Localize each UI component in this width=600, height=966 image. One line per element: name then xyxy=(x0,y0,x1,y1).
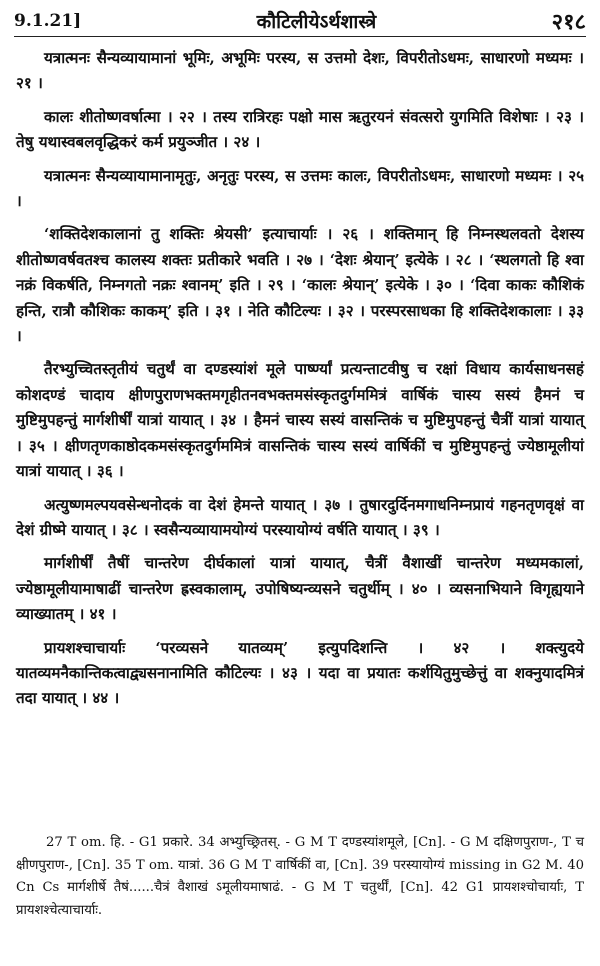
main-text xyxy=(16,46,584,720)
paragraph: मार्गशीर्षीं तैषीं चान्तरेण दीर्घकालां यात्रां यायात्, चैत्रीं वैशाखीं चान्तरेण मध्यमकालां, ज्येष्ठामूलीयामाषाढीं चान्तरेण ह्रस्वकालाम्, उपोषिष्यन्व्यसने चतुर्थीम् । ४० । व्यसनाभियाने विगृह्ययाने व्याख्यातम् । ४१ । xyxy=(16,554,584,624)
running-title: कौटिलीयेऽर्थशास्त्रे xyxy=(256,11,377,33)
paragraph: ‘शक्तिदेशकालानां तु शक्तिः श्रेयसी’ इत्याचार्याः । २६ । शक्तिमान् हि निम्नस्थलवतो देशस्य शीतोष्णवर्षवतश्च कालस्य शक्तः प्रतीकारे भवति । २७ । ‘देशः श्रेयान्’ इत्येके । २८ । ‘स्थलगतो हि श्वा नक्रं विकर्षति, निम्नगतो नक्रः श्वानम्’ इति । २९ । ‘कालः श्रेयान्’ इत्येके । ३० । ‘दिवा काकः कौशिकं हन्ति, रात्रौ कौशिकः काकम्’ इति । ३१ । नेति कौटिल्यः । ३२ । परस्परसाधका हि शक्तिदेशकालाः । ३३ । xyxy=(16,225,584,346)
paragraph: यत्रात्मनः सैन्यव्यायामानामृतुः, अनृतुः परस्य, स उत्तमः कालः, विपरीतोऽधमः, साधारणो मध्यमः । २५ । xyxy=(16,166,584,211)
page-header xyxy=(14,6,586,37)
paragraph: तैरभ्युच्चितस्तृतीयं चतुर्थं वा दण्डस्यांशं मूले पार्ष्ण्यां प्रत्यन्ताटवीषु च रक्षां विधाय कार्यसाधनसहं कोशदण्डं चादाय क्षीणपुराणभक्तमगृहीतनवभक्तमसंस्कृतदुर्गममित्रं वार्षिकं चास्य सस्यं हैमनं च मुष्टिमुपहन्तुं मार्गशीर्षीं यात्रां यायात् । ३४ । हैमनं चास्य सस्यं वासन्तिकं च मुष्टिमुपहन्तुं चैत्रीं यात्रां यायात् । ३५ । क्षीणतृणकाष्ठोदकमसंस्कृतदुर्गममित्रं वासन्तिकं चास्य सस्यं वार्षिकीं च मुष्टिमुपहन्तुं ज्येष्ठामूलीयां यात्रां यायात् । ३६ । xyxy=(16,360,584,481)
paragraph: कालः शीतोष्णवर्षात्मा । २२ । तस्य रात्रिरहः पक्षो मास ऋतुरयनं संवत्सरो युगमिति विशेषाः । २३ । तेषु यथास्वबलवृद्धिकरं कर्म प्रयुञ्जीत । २४ । xyxy=(16,107,584,152)
page-number: २१८ xyxy=(551,9,586,35)
paragraph: यत्रात्मनः सैन्यव्यायामानां भूमिः, अभूमिः परस्य, स उत्तमो देशः, विपरीतोऽधमः, साधारणो मध्यमः । २१ । xyxy=(16,49,584,93)
footnotes: 27 T om. हि. - G1 प्रकारे. 34 अभ्युच्छ्रितस्. - G M T दण्डस्यांशमूले, [Cn]. - G M दक्षिणपुराण-, T च क्षीणपुराण-, [Cn]. 35 T om. यात्रां. 36 G M T वार्षिकीं वा, [Cn]. 39 परस्यायोग्यं missing in G2 M. 40 Cn Cs मार्गशीर्षे तैषं......चैत्रं वैशाखं ऽमूलीयमाषाढं. - G M T चतुर्थीं, [Cn]. 42 G1 प्रायशश्चोचार्याः, T प्रायशश्चेत्याचार्याः. xyxy=(16,835,584,918)
section-reference: 9.1.21] xyxy=(14,11,82,31)
paragraph: प्रायशश्चाचार्याः ‘परव्यसने यातव्यम्’ इत्युपदिशन्ति । ४२ । शक्त्युदये यातव्यमनैकान्तिकत्वाद्व्यसनानामिति कौटिल्यः । ४३ । यदा वा प्रयातः कर्शयितुमुच्छेत्तुं वा शक्नुयादमित्रं तदा यायात् । ४४ । xyxy=(16,638,584,708)
paragraph: अत्युष्णमल्पयवसेन्धनोदकं वा देशं हेमन्ते यायात् । ३७ । तुषारदुर्दिनमगाधनिम्नप्रायं गहनतृणवृक्षं वा देशं ग्रीष्मे यायात् । ३८ । स्वसैन्यव्यायामयोग्यं परस्यायोग्यं वर्षति यायात् । ३९ । xyxy=(16,495,584,539)
